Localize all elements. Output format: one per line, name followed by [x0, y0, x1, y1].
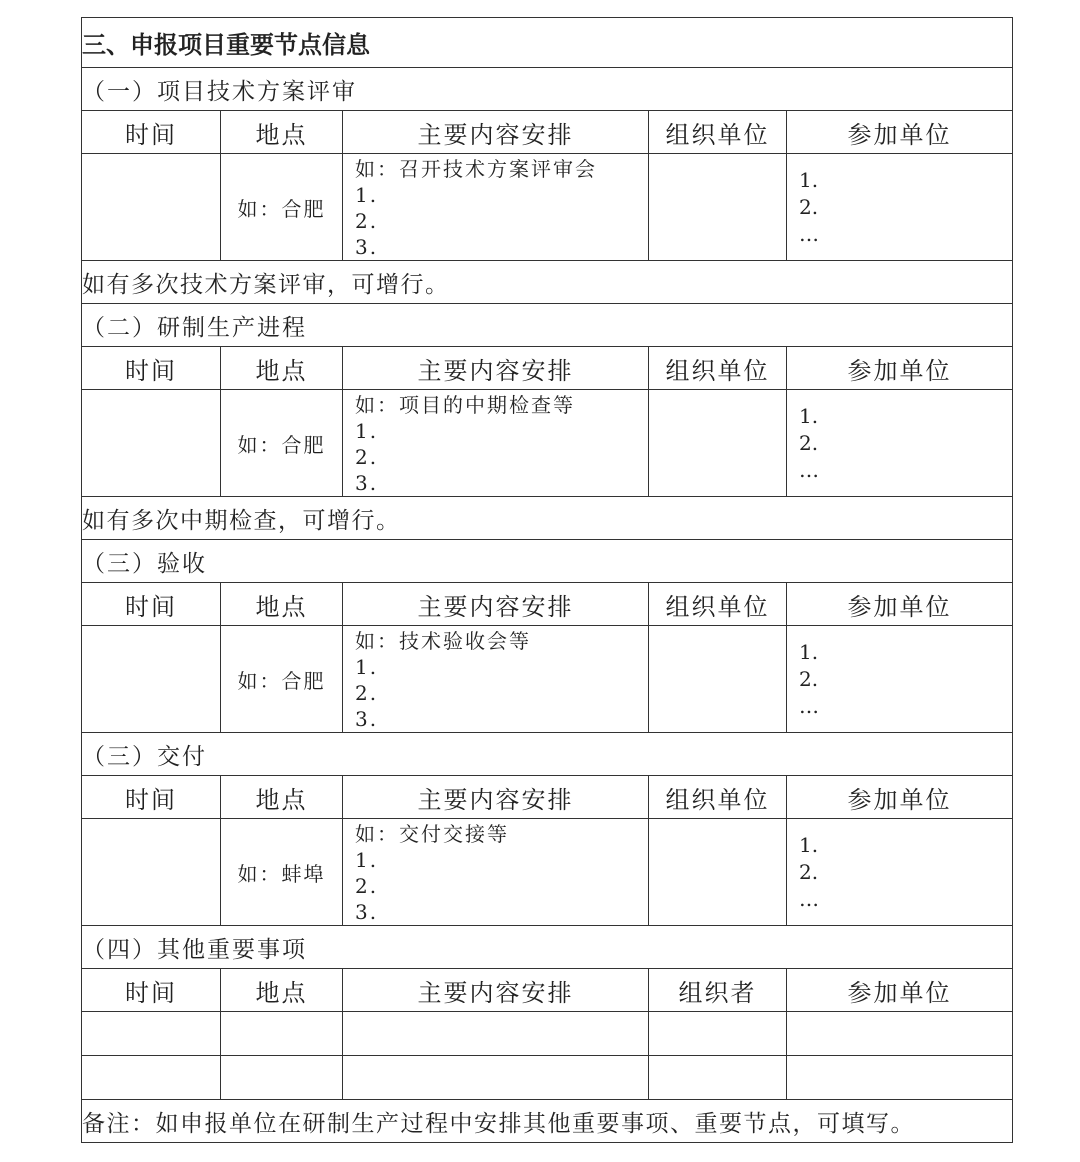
header-organizer: 组织单位: [649, 347, 787, 390]
table-header-row: [82, 969, 1013, 1012]
header-time: 时间: [82, 347, 221, 390]
place-cell[interactable]: [221, 1056, 343, 1100]
header-place: 地点: [221, 583, 343, 626]
content-line: 如：项目的中期检查等: [355, 393, 575, 417]
section-heading-tech-review: （一）项目技术方案评审: [82, 68, 1013, 111]
header-participants: 参加单位: [787, 776, 1013, 819]
content-cell[interactable]: [343, 819, 649, 926]
header-content: 主要内容安排: [343, 969, 649, 1012]
table-header-row: [82, 111, 1013, 154]
content-line: 3.: [355, 235, 379, 259]
node-info-form: [81, 17, 1013, 1143]
header-time: 时间: [82, 111, 221, 154]
table-header-row: [82, 776, 1013, 819]
participants-cell[interactable]: [787, 819, 1013, 926]
content-line: 2.: [355, 209, 379, 233]
table-header-row: [82, 347, 1013, 390]
header-organizer: 组织单位: [649, 583, 787, 626]
participant-line: 1.: [799, 167, 819, 192]
header-participants: 参加单位: [787, 347, 1013, 390]
participant-line: 1.: [799, 639, 819, 664]
participant-line: …: [799, 886, 819, 911]
participants-cell[interactable]: [787, 390, 1013, 497]
header-organizer: 组织者: [649, 969, 787, 1012]
organizer-cell[interactable]: [649, 154, 787, 261]
participant-line: …: [799, 693, 819, 718]
time-cell[interactable]: [82, 154, 221, 261]
section-heading-production: （二）研制生产进程: [82, 304, 1013, 347]
header-time: 时间: [82, 583, 221, 626]
header-organizer: 组织单位: [649, 776, 787, 819]
table-row: [82, 1012, 1013, 1056]
header-place: 地点: [221, 347, 343, 390]
table-row: [82, 154, 1013, 261]
organizer-cell[interactable]: [649, 626, 787, 733]
participants-cell[interactable]: [787, 154, 1013, 261]
content-cell[interactable]: [343, 626, 649, 733]
place-cell[interactable]: 如：合肥: [221, 390, 343, 497]
header-place: 地点: [221, 111, 343, 154]
participant-line: …: [799, 457, 819, 482]
footer-note: 备注：如申报单位在研制生产过程中安排其他重要事项、重要节点，可填写。: [82, 1100, 1013, 1143]
organizer-cell[interactable]: [649, 1012, 787, 1056]
header-time: 时间: [82, 776, 221, 819]
header-time: 时间: [82, 969, 221, 1012]
participant-line: 2.: [799, 859, 819, 884]
header-content: 主要内容安排: [343, 347, 649, 390]
table-row: [82, 819, 1013, 926]
participants-cell[interactable]: [787, 1012, 1013, 1056]
place-cell[interactable]: 如：蚌埠: [221, 819, 343, 926]
participant-line: 1.: [799, 832, 819, 857]
content-line: 2.: [355, 874, 379, 898]
content-line: 如：召开技术方案评审会: [355, 157, 597, 181]
content-line: 1.: [355, 655, 379, 679]
organizer-cell[interactable]: [649, 390, 787, 497]
participant-line: 2.: [799, 430, 819, 455]
header-content: 主要内容安排: [343, 583, 649, 626]
content-cell[interactable]: [343, 390, 649, 497]
table-header-row: [82, 583, 1013, 626]
header-participants: 参加单位: [787, 583, 1013, 626]
place-cell[interactable]: [221, 1012, 343, 1056]
content-line: 3.: [355, 471, 379, 495]
section-heading-acceptance: （三）验收: [82, 540, 1013, 583]
participants-cell[interactable]: [787, 626, 1013, 733]
content-cell[interactable]: [343, 1012, 649, 1056]
participants-cell[interactable]: [787, 1056, 1013, 1100]
time-cell[interactable]: [82, 1056, 221, 1100]
header-organizer: 组织单位: [649, 111, 787, 154]
table-row: [82, 626, 1013, 733]
section-heading-other: （四）其他重要事项: [82, 926, 1013, 969]
header-place: 地点: [221, 969, 343, 1012]
content-cell[interactable]: [343, 1056, 649, 1100]
participant-line: 1.: [799, 403, 819, 428]
section-heading-delivery: （三）交付: [82, 733, 1013, 776]
content-line: 2.: [355, 681, 379, 705]
header-place: 地点: [221, 776, 343, 819]
header-participants: 参加单位: [787, 111, 1013, 154]
section-note: 如有多次中期检查，可增行。: [82, 497, 1013, 540]
header-participants: 参加单位: [787, 969, 1013, 1012]
content-line: 1.: [355, 848, 379, 872]
section-note: 如有多次技术方案评审，可增行。: [82, 261, 1013, 304]
content-line: 如：技术验收会等: [355, 629, 531, 653]
content-line: 2.: [355, 445, 379, 469]
time-cell[interactable]: [82, 390, 221, 497]
time-cell[interactable]: [82, 626, 221, 733]
table-row: [82, 1056, 1013, 1100]
content-line: 1.: [355, 183, 379, 207]
time-cell[interactable]: [82, 1012, 221, 1056]
place-cell[interactable]: 如：合肥: [221, 626, 343, 733]
content-line: 如：交付交接等: [355, 822, 509, 846]
content-cell[interactable]: [343, 154, 649, 261]
content-line: 1.: [355, 419, 379, 443]
header-content: 主要内容安排: [343, 776, 649, 819]
time-cell[interactable]: [82, 819, 221, 926]
place-cell[interactable]: 如：合肥: [221, 154, 343, 261]
content-line: 3.: [355, 900, 379, 924]
participant-line: …: [799, 221, 819, 246]
participant-line: 2.: [799, 194, 819, 219]
header-content: 主要内容安排: [343, 111, 649, 154]
form-title: 三、申报项目重要节点信息: [82, 18, 1013, 68]
table-row: [82, 390, 1013, 497]
participant-line: 2.: [799, 666, 819, 691]
organizer-cell[interactable]: [649, 819, 787, 926]
organizer-cell[interactable]: [649, 1056, 787, 1100]
content-line: 3.: [355, 707, 379, 731]
